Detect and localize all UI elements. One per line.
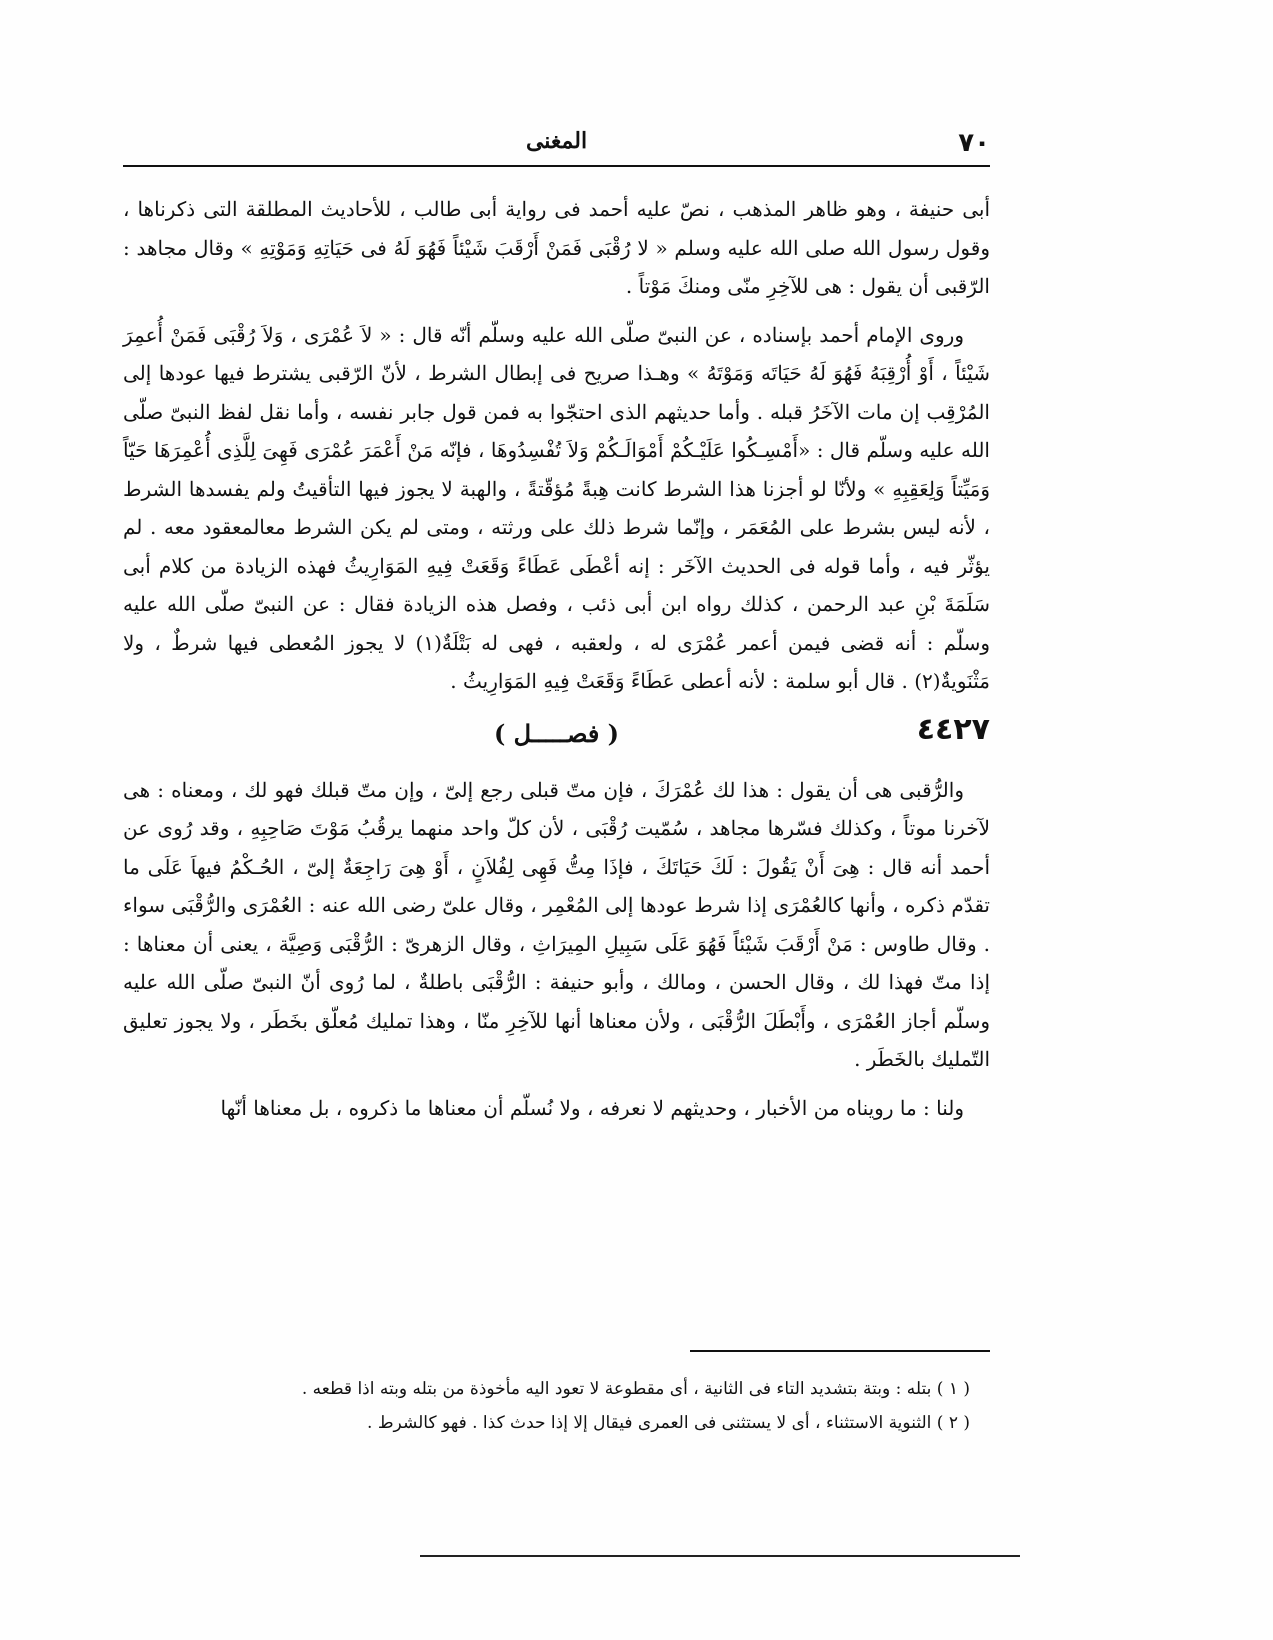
paragraph: والرُّقبى هى أن يقول : هذا لك عُمْرَكَ ، فإن متّ قبلى رجع إلىّ ، وإن متّ قبلك فهو لك ، ومعناه : هى لآخرنا موتاً ، وكذلك فسّرها مجاهد ، سُمّيت رُقْبَى ، لأن كلّ واحد منهما يرقُبُ مَوْتَ صَاحِبِهِ ، وقد رُوى عن أحمد أنه قال : هِىَ أَنْ يَقُولَ : لَكَ حَيَاتَكَ ، فإذَا مِتُّ فَهِى لِفُلاَنٍ ، أَوْ هِىَ رَاجِعَةٌ إلىّ ، الحُـكْمُ فيهاَ عَلَى ما تقدّم ذكره ، وأنها كالعُمْرَى إذا شرط عودها إلى المُعْمِر ، وقال علىّ رضى الله عنه : العُمْرَى والرُّقْبَى سواء . وقال طاوس : مَنْ أَرْقَبَ شَيْئاً فَهُوَ عَلَى سَبِيلِ المِيرَاثِ ، وقال الزهرىّ : الرُّقْبَى وَصِيَّة ، يعنى أن معناها : إذا متّ فهذا لك ، وقال الحسن ، ومالك ، وأبو حنيفة : الرُّقْبَى باطلةٌ ، لما رُوى أنّ النبىّ صلّى الله عليه وسلّم أجاز العُمْرَى ، وأَبْطَلَ الرُّقْبَى ، ولأن معناها أنها للآخِرِ منّا ، وهذا تمليك مُعلّق بخَطَر ، ولا يجوز تعليق التّمليك بالخَطَر . <box>123 777 991 1071</box>
footnote-rule <box>690 1350 990 1352</box>
section-title: ( فصـــــل ) <box>493 718 620 748</box>
page-header <box>123 128 990 164</box>
paragraph: ولنا : ما رويناه من الأخبار ، وحديثهم لا نعرفه ، ولا نُسلّم أن معناها ما ذكروه ، بل معناها أنّها <box>220 1095 964 1120</box>
section-number: ٤٤٢٧ <box>916 711 990 747</box>
running-title: المغنى <box>525 128 588 154</box>
footnote: ( ١ ) بتله : وبتة بتشديد التاء فى الثانية ، أى مقطوعة لا تعود اليه مأخوذة من بتله وبته اذا قطعه . <box>301 1379 970 1399</box>
section-heading <box>123 711 990 763</box>
paragraph: وروى الإمام أحمد بإسناده ، عن النبىّ صلّى الله عليه وسلّم أنّه قال : « لاَ عُمْرَى ، وَلاَ رُقْبَى فَمَنْ أُعمِرَ شَيْئاً ، أَوْ أُرْقِبَهُ فَهُوَ لَهُ حَيَاتَه وَمَوْتَهُ » وهـذا صريح فى إبطال الشرط ، لأنّ الرّقبى يشترط فيها عودها إلى المُرْقِب إن مات الآخَرُ قبله . وأما حديثهم الذى احتجّوا به فمن قول جابر نفسه ، وأما نقل لفظ النبىّ صلّى الله عليه وسلّم قال : «أَمْسِـكُوا عَلَيْـكُمْ أَمْوَالَـكُمْ وَلاَ تُفْسِدُوهَا ، فإنّه مَنْ أَعْمَرَ عُمْرَى فَهِىَ لِلَّذِى أُعْمِرَهَا حَيّاً وَمَيِّتاً وَلِعَقِبِهِ » ولأنّا لو أجزنا هذا الشرط كانت هِبةً مُؤقّتةً ، والهبة لا يجوز فيها التأقيتُ ولم يفسدها الشرط ، لأنه ليس بشرط على المُعَمَر ، وإنّما شرط ذلك على ورثته ، ومتى لم يكن الشرط معالمعقود معه . لم يؤثّر فيه ، وأما قوله فى الحديث الآخَر : إنه أعْطَى عَطَاءً وَقَعَتْ فِيهِ المَوَارِيثُ فهذه الزيادة من كلام أبى سَلَمَةَ بْنِ عبد الرحمن ، كذلك رواه ابن أبى ذئب ، وفصل هذه الزيادة فقال : عن النبىّ صلّى الله عليه وسلّم : أنه قضى فيمن أعمر عُمْرَى له ، ولعقبه ، فهى له بَتْلَةٌ(١) لا يجوز المُعطى فيها شرطٌ ، ولا مَثْنَويةٌ(٢) . قال أبو سلمة : لأنه أعطى عَطَاءً وَقَعَتْ فِيهِ المَوَارِيثُ . <box>123 322 990 693</box>
main-text <box>123 190 990 1137</box>
paragraph: أبى حنيفة ، وهو ظاهر المذهب ، نصّ عليه أحمد فى رواية أبى طالب ، للأحاديث المطلقة التى ذكرناها ، وقول رسول الله صلى الله عليه وسلم « لا رُقْبَى فَمَنْ أَرْقَبَ شَيْئاً فَهُوَ لَهُ فى حَيَاتِهِ وَمَوْتِهِ » وقال مجاهد : الرّقبى أن يقول : هى للآخِرِ منّى ومنكَ مَوْتاً . <box>123 197 990 298</box>
footnote: ( ٢ ) الثنوية الاستثناء ، أى لا يستثنى فى العمرى فيقال إلا إذا حدث كذا . فهو كالشرط . <box>367 1413 970 1433</box>
page-number: ٧٠ <box>958 128 990 158</box>
header-rule <box>123 165 990 167</box>
footnotes <box>123 1372 990 1440</box>
bottom-rule <box>420 1555 1020 1557</box>
